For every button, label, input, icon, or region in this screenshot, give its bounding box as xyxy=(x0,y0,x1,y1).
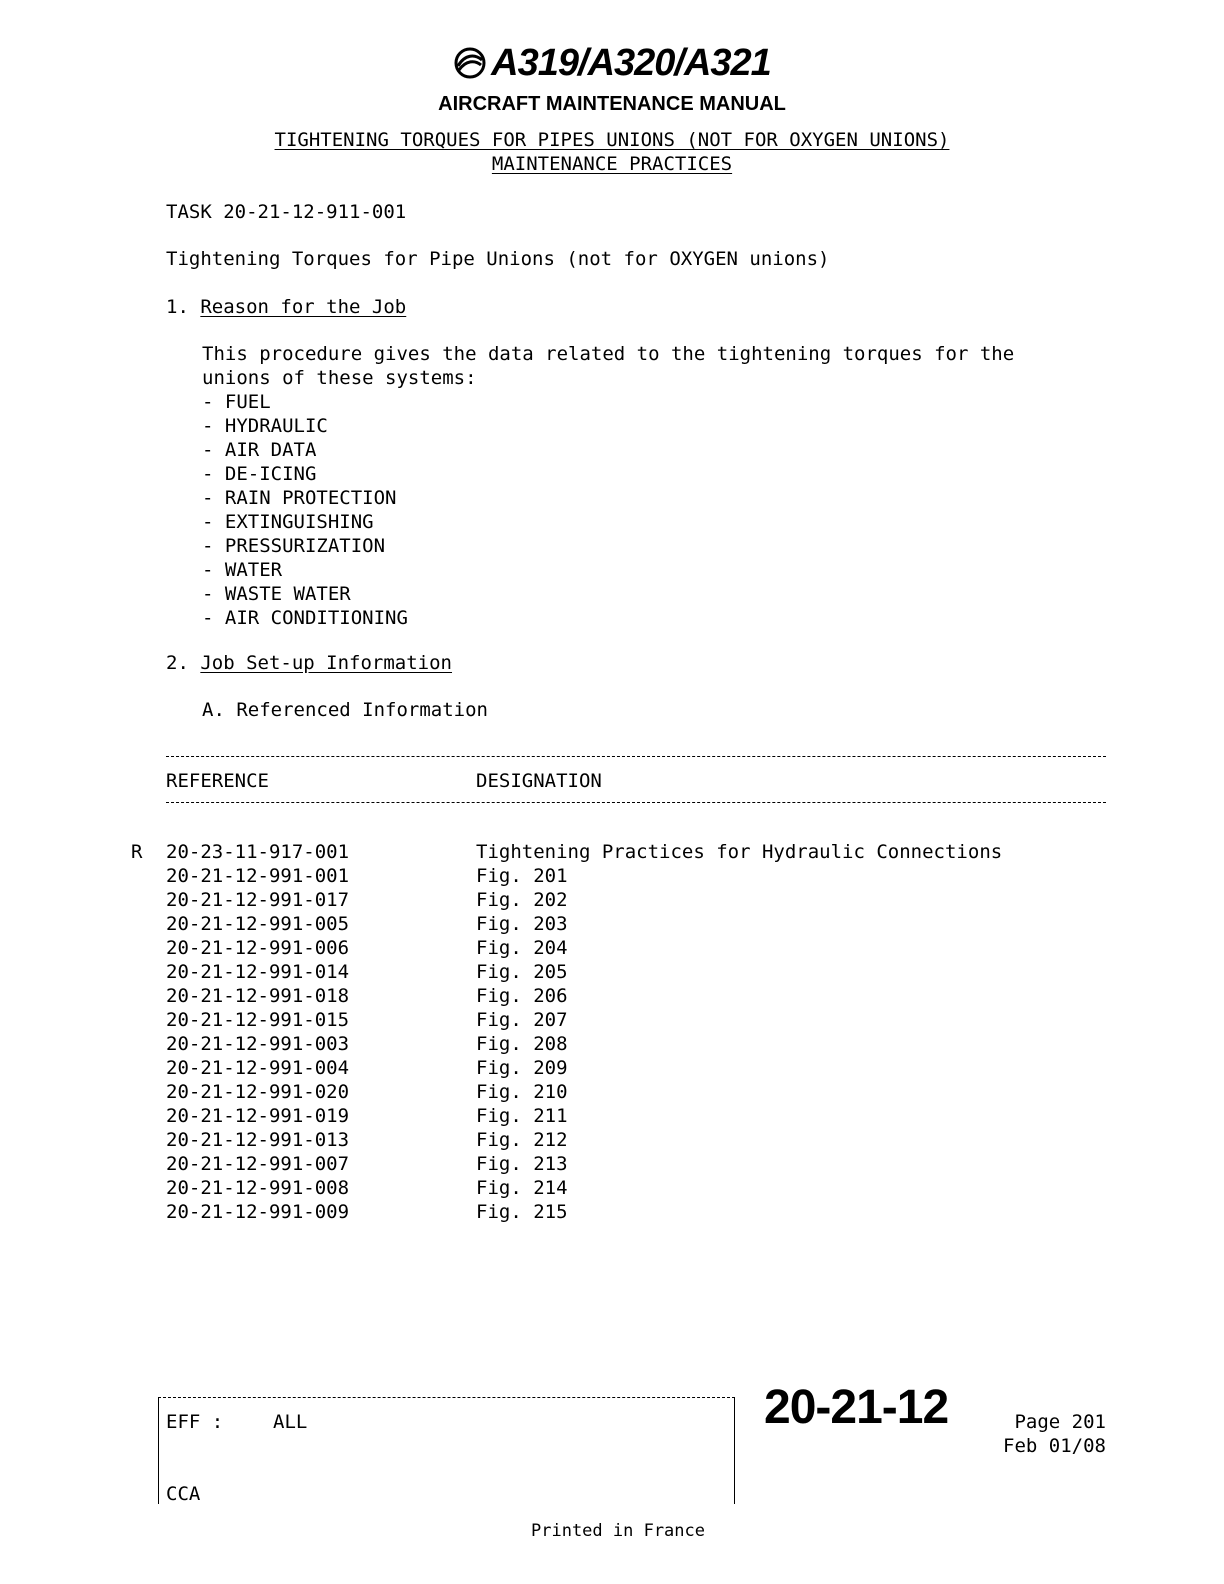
reference-cell: 20-21-12-991-017 xyxy=(166,889,350,911)
task-title: Tightening Torques for Pipe Unions (not for OXYGEN unions) xyxy=(166,248,830,270)
list-item: - AIR DATA xyxy=(202,439,317,461)
manual-title: AIRCRAFT MAINTENANCE MANUAL xyxy=(438,93,786,115)
designation-cell: Fig. 212 xyxy=(476,1129,568,1151)
designation-cell: Fig. 206 xyxy=(476,985,568,1007)
reference-cell: 20-21-12-991-007 xyxy=(166,1153,350,1175)
reference-cell: 20-21-12-991-018 xyxy=(166,985,350,1007)
section1-number: 1. xyxy=(166,296,189,318)
revision-date: Feb 01/08 xyxy=(1003,1435,1106,1457)
reference-cell: 20-21-12-991-006 xyxy=(166,937,350,959)
section1-intro-line1: This procedure gives the data related to the tightening torques for the xyxy=(202,343,1015,365)
reference-cell: 20-21-12-991-009 xyxy=(166,1201,350,1223)
reference-cell: 20-21-12-991-004 xyxy=(166,1057,350,1079)
section2-heading xyxy=(166,651,452,675)
customer-code: CCA xyxy=(166,1483,201,1505)
systems-list xyxy=(202,390,408,630)
designation-cell: Fig. 215 xyxy=(476,1201,568,1223)
page-number: Page 201 xyxy=(1014,1411,1106,1433)
chapter-number: 20-21-12 xyxy=(764,1381,949,1434)
section1-title: Reason for the Job xyxy=(200,296,407,318)
col-header-reference: REFERENCE xyxy=(166,770,269,792)
list-item: - WASTE WATER xyxy=(202,583,351,605)
designation-cell: Fig. 214 xyxy=(476,1177,568,1199)
col-header-designation: DESIGNATION xyxy=(476,770,602,792)
aircraft-models: A319/A320/A321 xyxy=(491,42,771,84)
designation-cell: Fig. 208 xyxy=(476,1033,568,1055)
list-item: - HYDRAULIC xyxy=(202,415,328,437)
eff-label: EFF : xyxy=(166,1411,224,1433)
reference-cell: 20-21-12-991-003 xyxy=(166,1033,350,1055)
section1-heading xyxy=(166,295,406,319)
reference-cell: 20-21-12-991-015 xyxy=(166,1009,350,1031)
topic-subtitle: MAINTENANCE PRACTICES xyxy=(491,153,733,175)
designation-cell: Fig. 205 xyxy=(476,961,568,983)
list-item: - WATER xyxy=(202,559,283,581)
reference-cell: 20-21-12-991-001 xyxy=(166,865,350,887)
designation-cell: Fig. 210 xyxy=(476,1081,568,1103)
designation-cell: Fig. 211 xyxy=(476,1105,568,1127)
reference-cell: 20-21-12-991-020 xyxy=(166,1081,350,1103)
designation-cell: Fig. 207 xyxy=(476,1009,568,1031)
section1-intro-line2: unions of these systems: xyxy=(202,367,477,389)
task-number: TASK 20-21-12-911-001 xyxy=(166,201,407,223)
designation-cell: Fig. 204 xyxy=(476,937,568,959)
list-item: - EXTINGUISHING xyxy=(202,511,374,533)
reference-cell: 20-21-12-991-019 xyxy=(166,1105,350,1127)
revision-mark: R xyxy=(131,841,143,863)
reference-cell: 20-23-11-917-001 xyxy=(166,841,350,863)
topic-title: TIGHTENING TORQUES FOR PIPES UNIONS (NOT FOR OXYGEN UNIONS) xyxy=(274,129,950,151)
designation-cell: Fig. 201 xyxy=(476,865,568,887)
document-brand xyxy=(0,42,1224,85)
designation-cell: Fig. 202 xyxy=(476,889,568,911)
designation-cell: Fig. 209 xyxy=(476,1057,568,1079)
section2-number: 2. xyxy=(166,652,189,674)
list-item: - DE-ICING xyxy=(202,463,317,485)
table-top-rule xyxy=(166,756,1106,757)
designation-cell: Fig. 213 xyxy=(476,1153,568,1175)
airbus-logo-icon xyxy=(453,46,487,80)
list-item: - RAIN PROTECTION xyxy=(202,487,397,509)
section2-title: Job Set-up Information xyxy=(200,652,453,674)
reference-cell: 20-21-12-991-014 xyxy=(166,961,350,983)
subsection-a: A. Referenced Information xyxy=(202,699,488,721)
designation-cell: Tightening Practices for Hydraulic Connections xyxy=(476,841,1003,863)
reference-cell: 20-21-12-991-013 xyxy=(166,1129,350,1151)
list-item: - AIR CONDITIONING xyxy=(202,607,408,629)
effectivity-box xyxy=(158,1397,735,1504)
printed-note: Printed in France xyxy=(531,1521,705,1541)
list-item: - FUEL xyxy=(202,391,271,413)
eff-value: ALL xyxy=(273,1411,308,1433)
table-header-rule xyxy=(166,802,1106,803)
list-item: - PRESSURIZATION xyxy=(202,535,386,557)
reference-cell: 20-21-12-991-008 xyxy=(166,1177,350,1199)
reference-cell: 20-21-12-991-005 xyxy=(166,913,350,935)
designation-cell: Fig. 203 xyxy=(476,913,568,935)
